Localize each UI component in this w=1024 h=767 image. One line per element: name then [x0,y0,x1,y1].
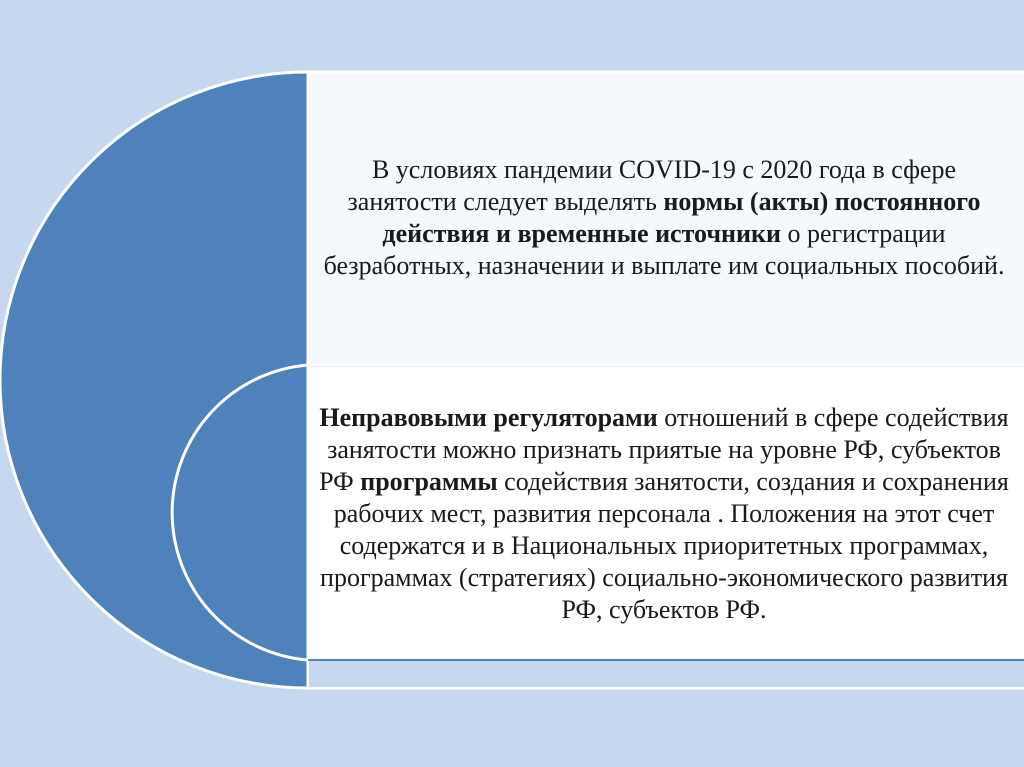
top-text-part-2: о регистрации безработных, назначении и выплате им социальных пособий. [323,219,1005,280]
bottom-text-block [312,372,1016,655]
bottom-text-part-2: содействия занятости, создания и сохранения рабочих мест, развития персонала . Положения на этот счет содержатся и в Национальных приоритетных программах, программах (стратегиях) социально-экономического развития РФ, субъектов РФ. [320,466,1009,624]
bottom-bold-text-1: Неправовыми регуляторами [319,402,658,432]
bottom-text-part-1: отношений в сфере содействия занятости можно признать приятые на уровне РФ, субъектов РФ [319,402,1009,496]
bottom-strip [309,661,1024,687]
bottom-paragraph [318,402,1010,626]
outer-arc-shape [0,72,308,688]
top-bold-text: нормы (акты) постоянного действия и временные источники [382,187,981,248]
top-text-part-1: В условиях пандемии COVID-19 с 2020 года в сфере занятости следует выделять [347,155,957,216]
top-paragraph [318,154,1010,282]
bottom-bold-text-2: программы [360,466,498,496]
top-text-block [312,74,1016,362]
